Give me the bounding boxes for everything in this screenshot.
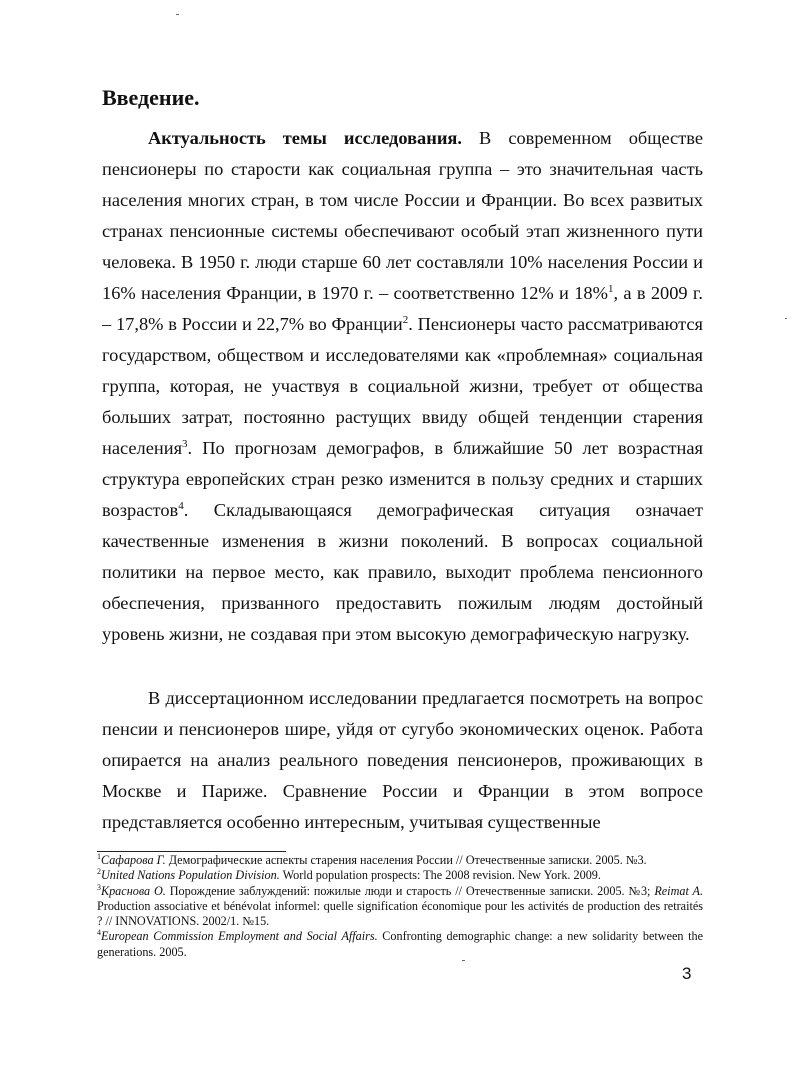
paragraph-text: . По прогнозам демографов, в ближайшие 50 лет возрастная структура европейских стран резко изменится в пользу средних и старших возрастов xyxy=(102,438,703,520)
footnote-number: 3 xyxy=(97,882,101,892)
footnote-text: Confronting demographic change: a new solidarity between the generations. 2005. xyxy=(97,929,703,959)
paragraph-dissertation xyxy=(102,683,703,838)
paragraph-relevance xyxy=(102,123,703,650)
paragraph-text: . Пенсионеры часто рассматриваются государством, обществом и исследователями как «проблемная» социальная группа, которая, не участвуя в социальной жизни, требует от общества больших затрат, постоянно растущих ввиду общей тенденции старения населения xyxy=(102,314,703,458)
footnote-text: Production associative et bénévolat informel: quelle signification économique pour les activités de production des retraités ? // INNOVATIONS. 2002/1. №15. xyxy=(97,898,703,929)
footnote-number: 1 xyxy=(97,851,101,861)
footnote-text: World population prospects: The 2008 revision. New York. 2009. xyxy=(279,868,601,883)
paragraph-text: В диссертационном исследовании предлагается посмотреть на вопрос пенсии и пенсионеров шире, уйдя от сугубо экономических оценок. Работа опирается на анализ реального поведения пенсионеров, проживающих в Москве и Париже. Сравнение России и Франции в этом вопросе представляется особенно интересным, учитывая существенные xyxy=(102,688,703,832)
footnote-author: Краснова О. xyxy=(101,883,166,898)
footnote-4 xyxy=(97,929,703,960)
footnote-1 xyxy=(97,853,703,868)
footnote-author: Reimat A. xyxy=(654,883,703,898)
relevance-lead: Актуальность темы исследования. xyxy=(148,128,462,148)
footnote-text: Порождение заблуждений: пожилые люди и старость // Отечественные записки. 2005. №3; xyxy=(165,883,651,898)
footnote-author: United Nations Population Division. xyxy=(101,868,280,883)
footnote-number: 2 xyxy=(97,867,101,877)
footnote-author: Сафарова Г. xyxy=(101,853,166,867)
footnotes xyxy=(97,853,703,960)
footnote-ref-3[interactable]: 3 xyxy=(182,437,188,450)
footnote-divider xyxy=(97,851,286,852)
footnote-ref-4[interactable]: 4 xyxy=(178,499,184,512)
footnote-text: Демографические аспекты старения населения России // Отечественные записки. 2005. №3. xyxy=(165,853,647,867)
paragraph-text: . Складывающаяся демографическая ситуация означает качественные изменения в жизни поколений. В вопросах социальной политики на первое место, как правило, выходит проблема пенсионного обеспечения, призванного предоставить пожилым людям достойный уровень жизни, не создавая при этом высокую демографическую нагрузку. xyxy=(102,500,703,644)
footnote-3 xyxy=(97,884,703,930)
paragraph-text: В современном обществе пенсионеры по старости как социальная группа – это значительная часть населения многих стран, в том числе России и Франции. Во всех развитых странах пенсионные системы обеспечивают особый этап жизненного пути человека. В 1950 г. люди старше 60 лет составляли 10% населения России и 16% населения Франции, в 1970 г. – соответственно 12% и 18% xyxy=(102,128,703,303)
page-number: 3 xyxy=(682,964,692,983)
footnote-ref-2[interactable]: 2 xyxy=(402,313,409,326)
scan-speck xyxy=(785,318,787,319)
scan-speck xyxy=(176,14,179,15)
paragraph-text: , а в 2009 г. – 17,8% в России и 22,7% во Франции xyxy=(102,283,703,334)
footnote-2 xyxy=(97,868,703,883)
footnote-number: 4 xyxy=(97,928,101,938)
footnote-author: European Commission Employment and Social Affairs. xyxy=(101,929,378,944)
scan-speck xyxy=(462,960,465,961)
section-heading: Введение. xyxy=(102,85,200,110)
footnote-ref-1[interactable]: 1 xyxy=(607,282,614,295)
